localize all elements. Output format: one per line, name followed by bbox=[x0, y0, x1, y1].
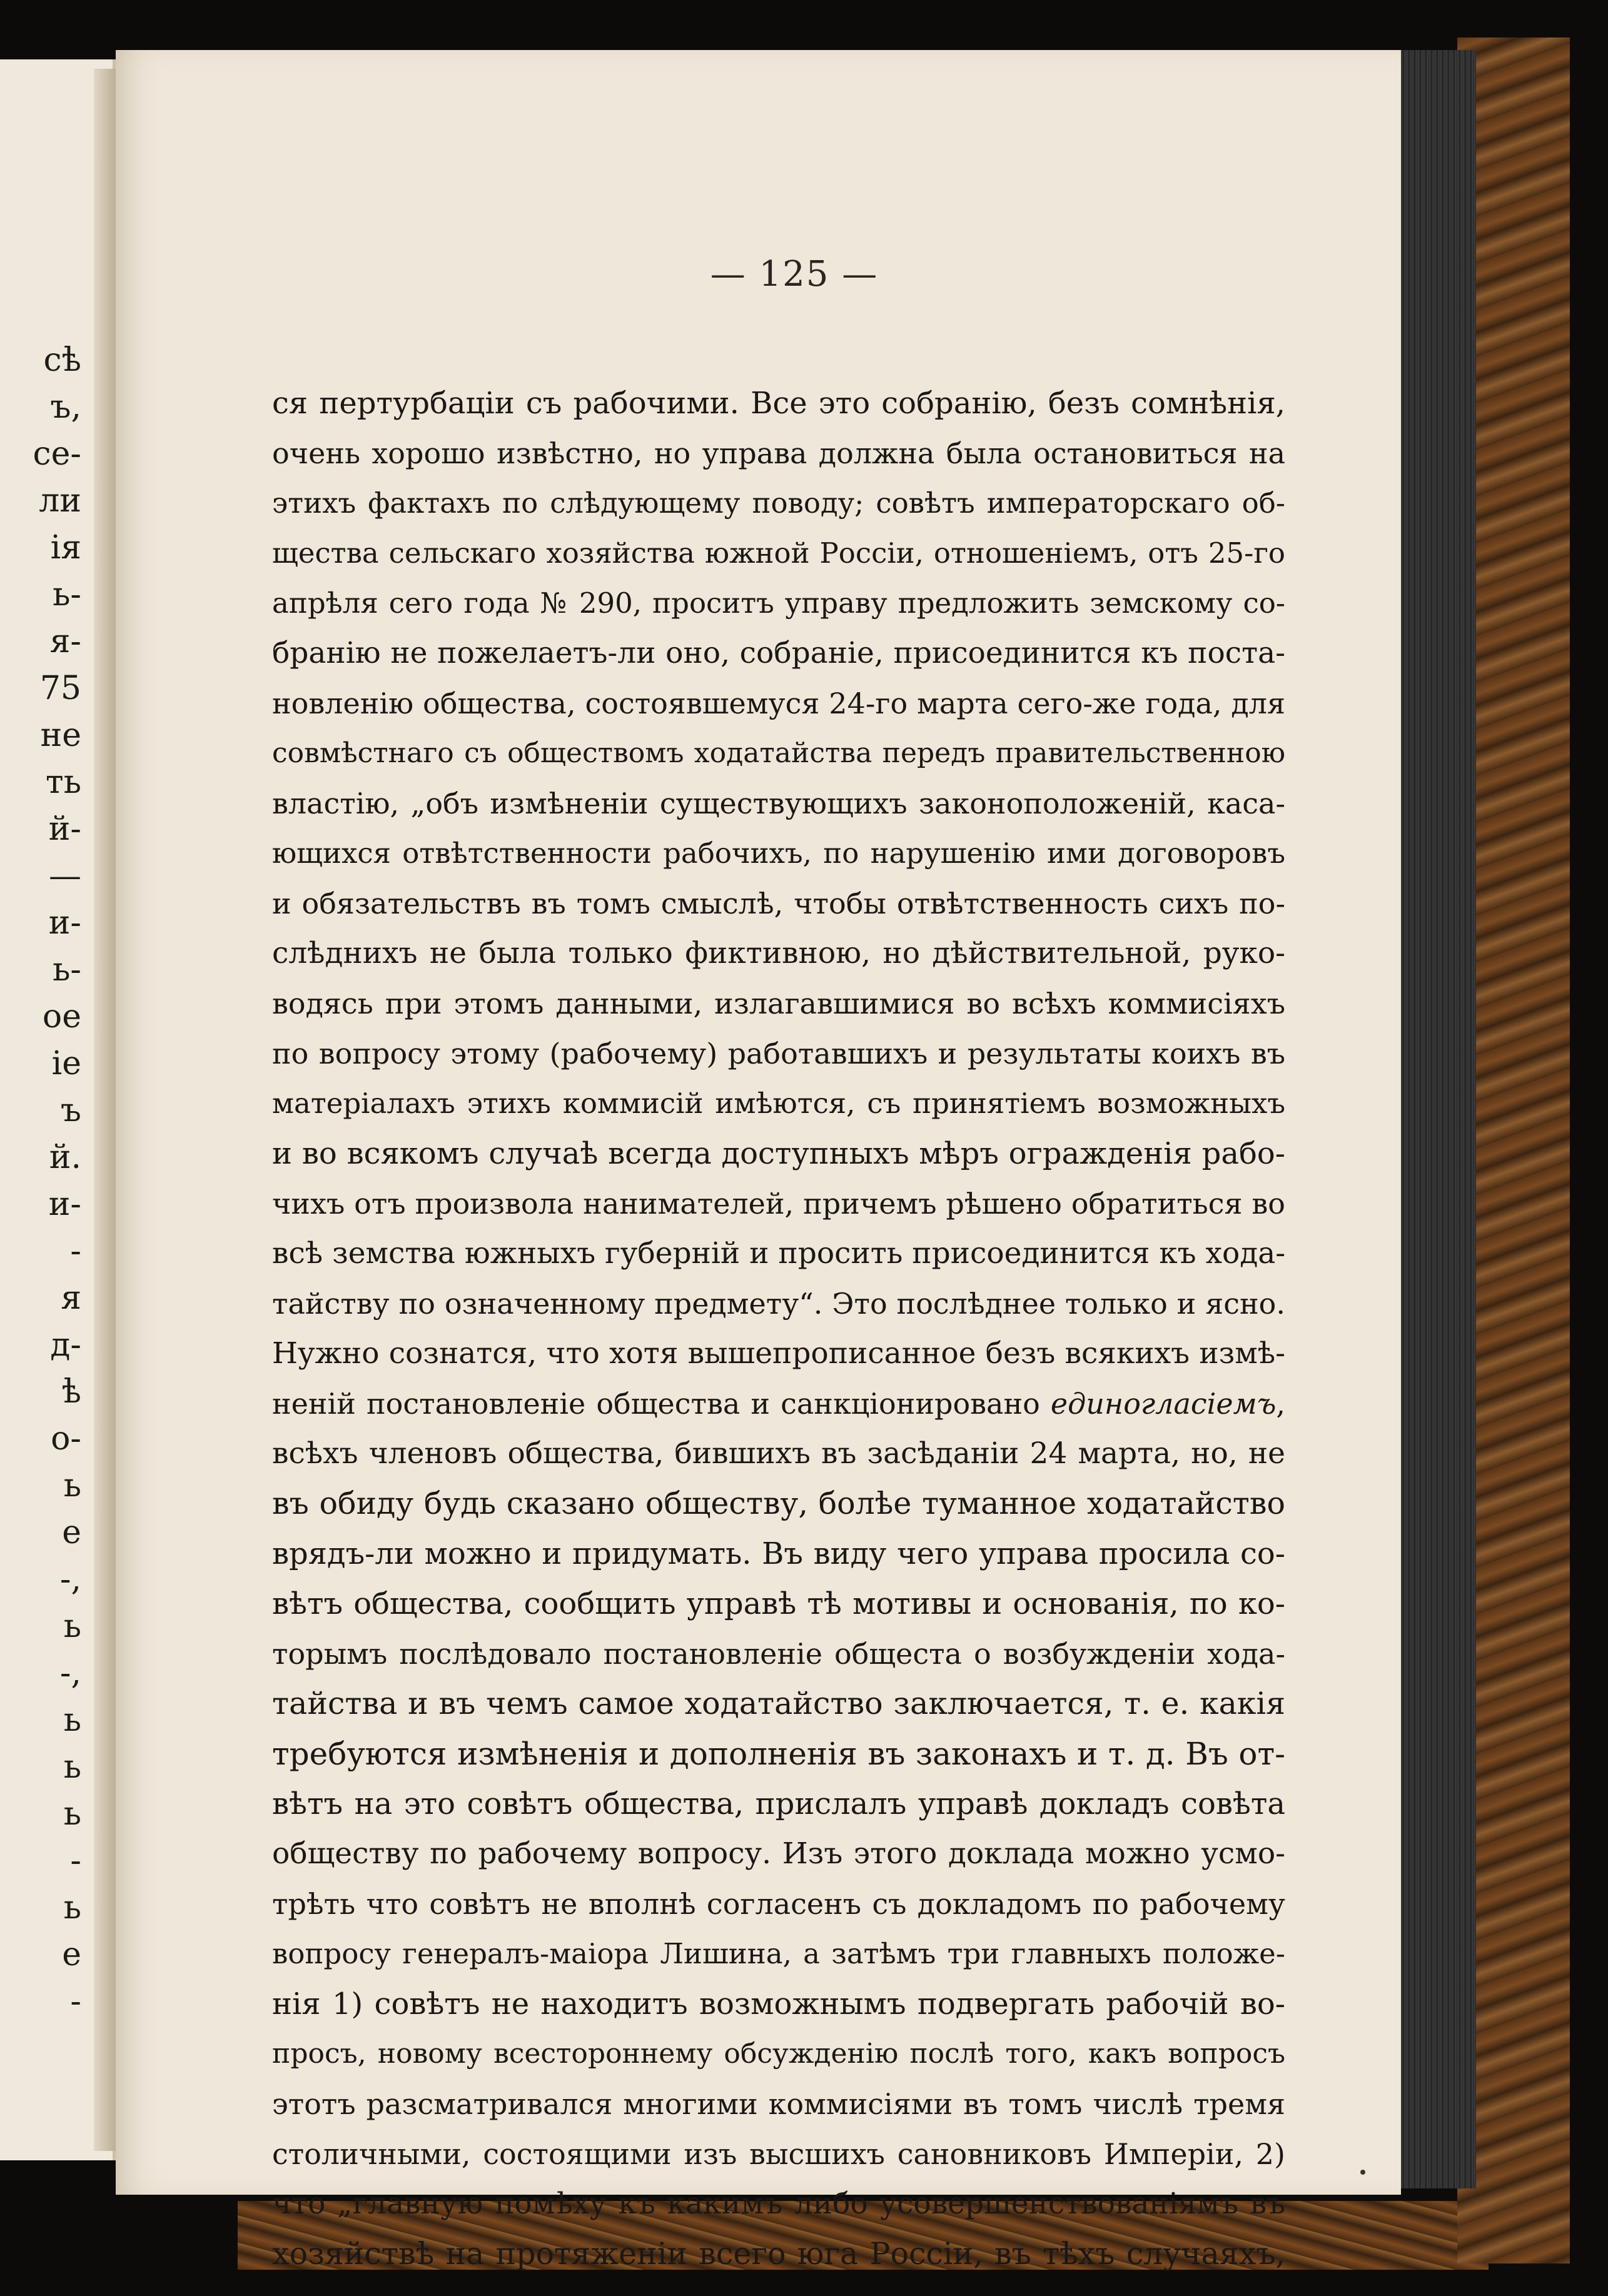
text-line: ся пертурбаціи съ рабочими. Все это собранію, безъ сомнѣнія, bbox=[272, 386, 1285, 421]
left-page-fragment: ь bbox=[63, 1748, 81, 1786]
left-page-fragment: - bbox=[70, 1842, 81, 1880]
text-line: матеріалахъ этихъ коммисій имѣются, съ принятіемъ возможныхъ bbox=[272, 1087, 1285, 1120]
left-page-fragment: е bbox=[62, 1514, 81, 1551]
left-page-fragment: не bbox=[40, 717, 81, 754]
left-page-fragment: ь bbox=[63, 1467, 81, 1504]
left-page-fragment: и- bbox=[48, 1186, 81, 1223]
emphasized-word: единогласіемъ bbox=[1050, 1387, 1277, 1421]
text-line: требуются измѣненія и дополненія въ законахъ и т. д. Въ от- bbox=[272, 1736, 1285, 1772]
left-page-fragment: ь bbox=[63, 1701, 81, 1739]
left-page-fragment: ть bbox=[45, 763, 81, 801]
left-page-fragment: ь- bbox=[53, 576, 81, 613]
left-page-fragment: -, bbox=[59, 1561, 81, 1598]
text-line: торымъ послѣдовало постановленіе общеста о возбужденіи хода- bbox=[272, 1637, 1285, 1671]
text-line: что „главную помѣху къ какимъ либо усовершенствованіямъ въ bbox=[272, 2187, 1285, 2221]
text-line: вѣтъ на это совѣтъ общества, прислалъ управѣ докладъ совѣта bbox=[272, 1786, 1285, 1821]
left-page-fragment: сѣ bbox=[43, 341, 81, 379]
text-line: и обязательствъ въ томъ смыслѣ, чтобы отвѣтственность сихъ по- bbox=[272, 887, 1285, 920]
text-line: этотъ разсматривался многими коммисіями въ томъ числѣ тремя bbox=[272, 2087, 1285, 2121]
text-line: чихъ отъ произвола нанимателей, причемъ рѣшено обратиться во bbox=[272, 1187, 1285, 1221]
text-line: новленію общества, состоявшемуся 24-го марта сего-же года, для bbox=[272, 687, 1285, 720]
text-line: врядъ-ли можно и придумать. Въ виду чего управа просила со- bbox=[272, 1536, 1285, 1571]
left-page-fragment: ѣ bbox=[61, 1373, 81, 1411]
left-page-fragment: й. bbox=[49, 1139, 81, 1176]
left-page-fragment: ъ bbox=[60, 1092, 81, 1129]
text-line: слѣднихъ не была только фиктивною, но дѣйствительной, руко- bbox=[272, 936, 1285, 970]
left-page-fragment: о- bbox=[51, 1420, 81, 1458]
text-line: Нужно сознатся, что хотя вышепрописанное безъ всякихъ измѣ- bbox=[272, 1336, 1285, 1371]
page-body-text bbox=[272, 378, 1285, 2279]
page-number: — 125 — bbox=[710, 254, 879, 295]
left-page-fragment: -, bbox=[59, 1654, 81, 1692]
text-line: водясь при этомъ данными, излагавшимися во всѣхъ коммисіяхъ bbox=[272, 987, 1285, 1020]
left-page-fragment: е bbox=[62, 1936, 81, 1973]
left-page-fragment: — bbox=[49, 857, 81, 895]
left-page-fragment: д- bbox=[50, 1326, 81, 1364]
text-line: ющихся отвѣтственности рабочихъ, по нарушенію ими договоровъ bbox=[272, 837, 1285, 870]
left-page-fragment: я- bbox=[49, 623, 81, 660]
speck bbox=[1360, 2170, 1365, 2175]
left-page-fragment: й- bbox=[48, 810, 81, 848]
left-page-fragment: ли bbox=[39, 482, 81, 520]
left-page-fragment: ія bbox=[50, 529, 81, 566]
text-line: очень хорошо извѣстно, но управа должна была остановиться на bbox=[272, 436, 1285, 470]
left-page-fragment: ь bbox=[63, 1889, 81, 1926]
left-page-fragment: се- bbox=[33, 435, 81, 473]
text-line: бранію не пожелаетъ-ли оно, собраніе, присоединится къ поста- bbox=[272, 636, 1285, 670]
left-page-fragment: ое bbox=[42, 998, 81, 1035]
left-page-fragment: и- bbox=[48, 904, 81, 942]
left-page-fragment: - bbox=[70, 1983, 81, 2020]
text-line: всѣ земства южныхъ губерній и просить присоединится къ хода- bbox=[272, 1236, 1285, 1271]
text-line: щества сельскаго хозяйства южной Россіи, отношеніемъ, отъ 25-го bbox=[272, 536, 1285, 570]
text-line: неній постановленіе общества и санкціонировано единогласіемъ, bbox=[272, 1387, 1285, 1421]
left-page-fragment: ь bbox=[63, 1795, 81, 1833]
left-page-fragment: ь- bbox=[53, 951, 81, 989]
left-page-fragment: ь bbox=[63, 1608, 81, 1645]
text-line: этихъ фактахъ по слѣдующему поводу; совѣтъ императорскаго об- bbox=[272, 486, 1285, 520]
left-page-fragment: іе bbox=[51, 1045, 81, 1082]
left-page-fragment: ъ, bbox=[50, 388, 81, 426]
text-line: трѣть что совѣтъ не вполнѣ согласенъ съ докладомъ по рабочему bbox=[272, 1887, 1285, 1921]
text-line: и во всякомъ случаѣ всегда доступныхъ мѣръ огражденія рабо- bbox=[272, 1136, 1285, 1171]
text-line: вѣтъ общества, сообщить управѣ тѣ мотивы и основанія, по ко- bbox=[272, 1586, 1285, 1621]
left-page-fragment: - bbox=[70, 1232, 81, 1270]
text-line: тайству по означенному предмету“. Это послѣднее только и ясно. bbox=[272, 1287, 1285, 1321]
text-line: хозяйствѣ на протяженіи всего юга Россіи, въ тѣхъ случаяхъ, bbox=[272, 2236, 1285, 2272]
left-gutter bbox=[94, 69, 119, 2151]
text-line: всѣхъ членовъ общества, бившихъ въ засѣданіи 24 марта, но, не bbox=[272, 1436, 1285, 1471]
text-line: нія 1) совѣтъ не находитъ возможнымъ подвергать рабочій во- bbox=[272, 1986, 1285, 2022]
page-stack-edge bbox=[1388, 50, 1476, 2188]
text-line: по вопросу этому (рабочему) работавшихъ и результаты коихъ въ bbox=[272, 1037, 1285, 1070]
text-line: въ обиду будь сказано обществу, болѣе туманное ходатайство bbox=[272, 1486, 1285, 1521]
text-line: властію, „объ измѣненіи существующихъ законоположеній, каса- bbox=[272, 787, 1285, 820]
text-line: вопросу генералъ-маіора Лишина, а затѣмъ три главныхъ положе- bbox=[272, 1937, 1285, 1970]
text-line: столичными, состоящими изъ высшихъ сановниковъ Имперіи, 2) bbox=[272, 2137, 1285, 2171]
text-line: просъ, новому всестороннему обсужденію послѣ того, какъ вопросъ bbox=[272, 2038, 1285, 2070]
text-line: обществу по рабочему вопросу. Изъ этого доклада можно усмо- bbox=[272, 1836, 1285, 1871]
left-page-fragment: 75 bbox=[39, 670, 81, 707]
text-line: тайства и въ чемъ самое ходатайство заключается, т. е. какія bbox=[272, 1686, 1285, 1721]
left-page-fragment: я bbox=[61, 1279, 81, 1317]
right-page bbox=[116, 50, 1401, 2272]
text-line: совмѣстнаго съ обществомъ ходатайства передъ правительственною bbox=[272, 737, 1285, 769]
text-line: апрѣля сего года № 290, проситъ управу предложить земскому со- bbox=[272, 587, 1285, 620]
